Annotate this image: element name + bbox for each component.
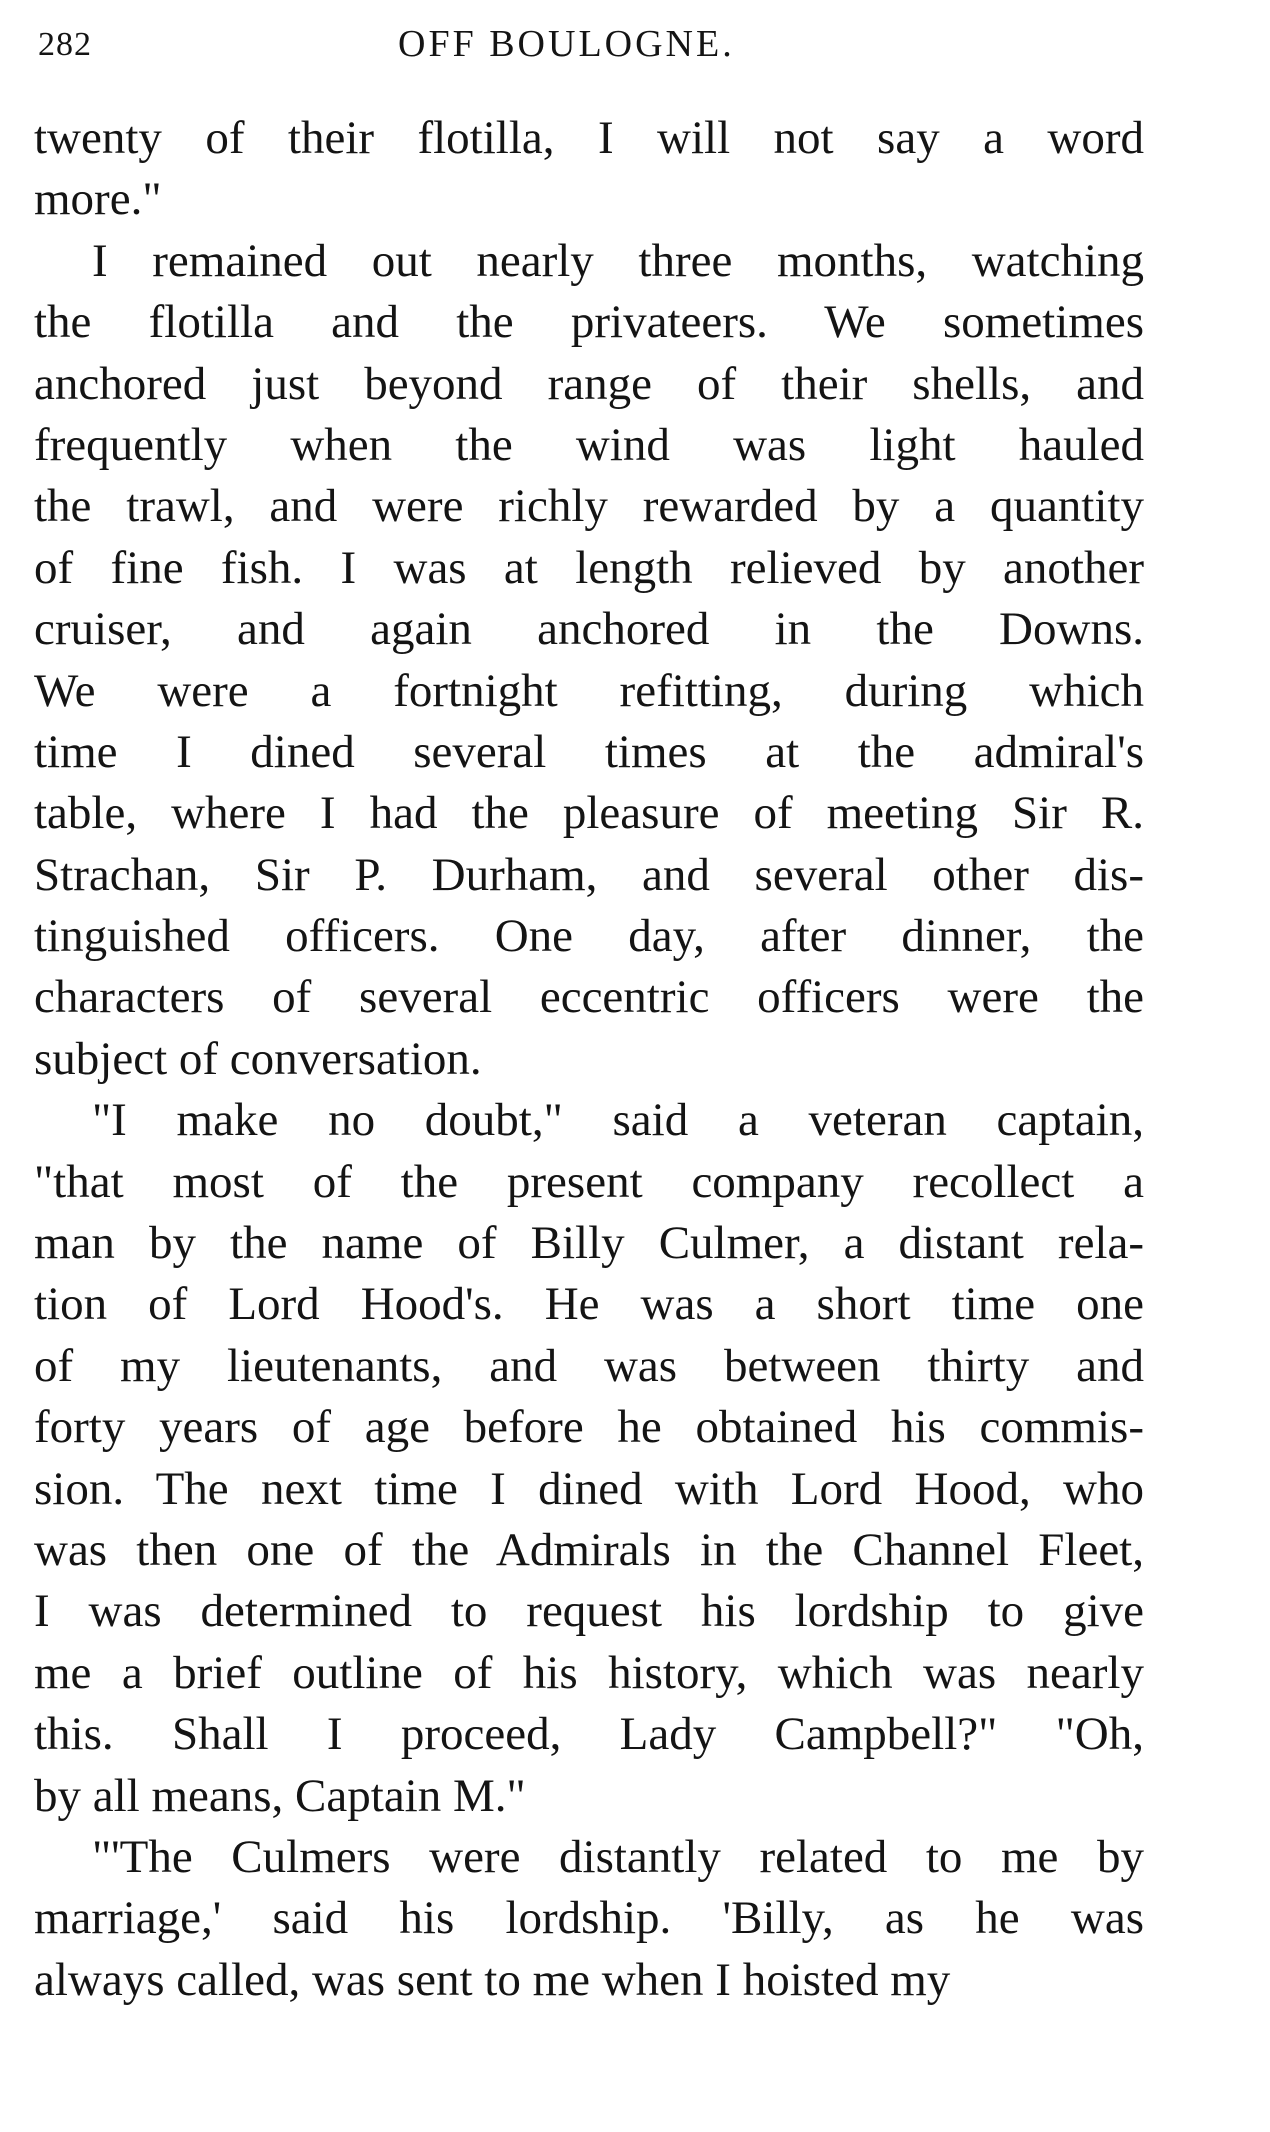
- page-number: 282: [38, 26, 92, 63]
- text-line: I was determined to request his lordship to give: [34, 1585, 1144, 1638]
- text-line: I remained out nearly three months, watching: [92, 234, 1144, 287]
- text-line: me a brief outline of his history, which was nearly: [34, 1646, 1144, 1699]
- text-line: of my lieutenants, and was between thirty and: [34, 1339, 1144, 1392]
- text-line: We were a fortnight refitting, during which: [34, 664, 1144, 717]
- text-line: of fine fish. I was at length relieved by another: [34, 541, 1144, 594]
- text-line: was then one of the Admirals in the Channel Fleet,: [34, 1523, 1144, 1576]
- text-line: forty years of age before he obtained his commis-: [34, 1401, 1144, 1454]
- text-line: the trawl, and were richly rewarded by a quantity: [34, 480, 1144, 533]
- text-line: anchored just beyond range of their shells, and: [34, 357, 1144, 410]
- text-line: table, where I had the pleasure of meeting Sir R.: [34, 787, 1144, 840]
- paragraph: [34, 1827, 1144, 2011]
- text-line: subject of conversation.: [34, 1032, 482, 1085]
- text-line: time I dined several times at the admiral's: [34, 725, 1144, 778]
- text-line: frequently when the wind was light hauled: [34, 418, 1144, 471]
- text-line: always called, was sent to me when I hoisted my: [34, 1953, 951, 2006]
- text-line: "'The Culmers were distantly related to me by: [92, 1830, 1144, 1883]
- running-head: [38, 22, 1138, 72]
- text-line: cruiser, and again anchored in the Downs.: [34, 603, 1144, 656]
- text-line: more.": [34, 173, 162, 226]
- text-line: marriage,' said his lordship. 'Billy, as he was: [34, 1892, 1144, 1945]
- text-line: this. Shall I proceed, Lady Campbell?" "Oh,: [34, 1708, 1144, 1761]
- paragraph: [34, 231, 1144, 1090]
- text-line: "I make no doubt," said a veteran captain,: [92, 1094, 1144, 1147]
- text-line: the flotilla and the privateers. We sometimes: [34, 296, 1144, 349]
- body-text: [34, 108, 1144, 2011]
- text-line: twenty of their flotilla, I will not say a word: [34, 112, 1144, 164]
- text-line: "that most of the present company recollect a: [34, 1155, 1144, 1208]
- text-line: characters of several eccentric officers were the: [34, 971, 1144, 1024]
- paragraph: [34, 108, 1144, 231]
- paragraph: [34, 1090, 1144, 1827]
- running-title: OFF BOULOGNE.: [398, 23, 735, 65]
- text-line: tion of Lord Hood's. He was a short time one: [34, 1278, 1144, 1331]
- text-line: man by the name of Billy Culmer, a distant rela-: [34, 1217, 1144, 1270]
- text-line: Strachan, Sir P. Durham, and several other dis-: [34, 848, 1144, 901]
- text-line: sion. The next time I dined with Lord Hood, who: [34, 1462, 1144, 1515]
- text-line: by all means, Captain M.": [34, 1769, 526, 1822]
- text-line: tinguished officers. One day, after dinner, the: [34, 910, 1144, 963]
